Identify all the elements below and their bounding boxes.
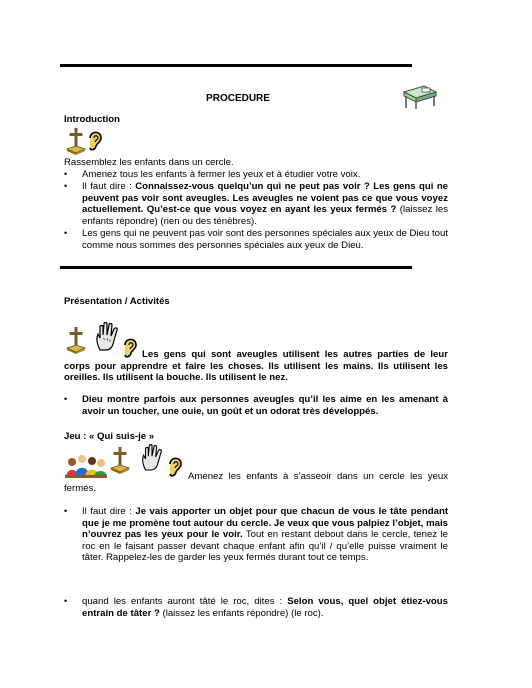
presentation-paragraph: Les gens qui sont aveugles utilisent les autres parties de leur corps pour apprendre et faire les choses. Ils utilisent les mains. Ils utilisent les oreilles. Ils utilisent la bouche. Ils utilisent le nez. (64, 349, 448, 384)
bold-text-run: Je vais apporter un objet pour que chacun de vous le tâte pendant que je me promène tout autour du cercle. Je veux que vous palpiez l’objet, mais n’ouvrez pas les yeux pour le voir. (82, 506, 449, 541)
text-run: Il faut dire : (82, 181, 136, 192)
hand-icon (94, 322, 120, 352)
bullet-icon: • (64, 596, 68, 606)
bullet-icon: • (64, 506, 68, 516)
text-run: Tout en restant debout dans le cercle, tenez le roc en le faisant passer devant chaque enfant afin qu’il / qu’elle puisse vraiment le tâter. Rappelez-les de garder les yeux fermés durant tout ce temps. (82, 529, 448, 564)
presentation-bullet-1: Dieu montre parfois aux personnes aveugles qu’il les aime en les amenant à avoir un toucher, une ouie, un goût et un odorat très développés. (82, 394, 448, 417)
bold-text-run: Connaissez-vous quelqu’un qui ne peut pas voir ? Les gens qui ne peuvent pas voir sont aveugles. Les aveugles ne voient pas ce que vous voyez actuellement. Qu’est-ce que vous voyez en ayant les yeux fermés ? (82, 181, 449, 216)
text-run: (laissez les enfants répondre) (le roc). (159, 607, 324, 619)
bold-text-run: Selon vous, quel objet étiez-vous entrain de tâter ? (82, 596, 448, 619)
intro-bullet-3 (82, 228, 448, 251)
bullet-icon: • (64, 181, 68, 191)
game-bullet-1 (82, 506, 448, 564)
bullet-icon: • (64, 228, 68, 238)
section-heading-game: Jeu : « Qui suis-je » (64, 431, 155, 442)
text-run: Amenez tous les enfants à fermer les yeux et à étudier votre voix. (82, 169, 361, 180)
ear-icon (86, 129, 104, 153)
top-divider (60, 64, 412, 67)
intro-lead: Rassemblez les enfants dans un cercle. (64, 157, 234, 168)
hand-icon (140, 444, 164, 472)
text-run: Il faut dire : (82, 506, 136, 517)
desk-icon (402, 84, 438, 110)
game-bullet-2 (82, 596, 448, 619)
page-title: PROCEDURE (206, 93, 270, 104)
text-run: (laissez les enfants répondre) (rien ou des ténèbres). (82, 204, 448, 227)
text-run: quand les enfants auront tâté le roc, dites : (82, 596, 288, 607)
intro-bullet-2 (82, 181, 448, 227)
text-run: Les gens qui ne peuvent pas voir sont des personnes spéciales aux yeux de Dieu tout comme nous sommes des personnes spéciales aux yeux de Dieu. (82, 228, 448, 251)
bullet-icon: • (64, 394, 68, 404)
game-paragraph: Amenez les enfants à s’asseoir dans un cercle les yeux fermés. (64, 471, 448, 494)
intro-bullet-1 (82, 169, 448, 181)
section-heading-presentation: Présentation / Activités (64, 296, 170, 307)
bullet-icon: • (64, 169, 68, 179)
middle-divider (60, 266, 412, 269)
section-heading-introduction: Introduction (64, 114, 120, 125)
cross-bible-icon (66, 127, 86, 157)
